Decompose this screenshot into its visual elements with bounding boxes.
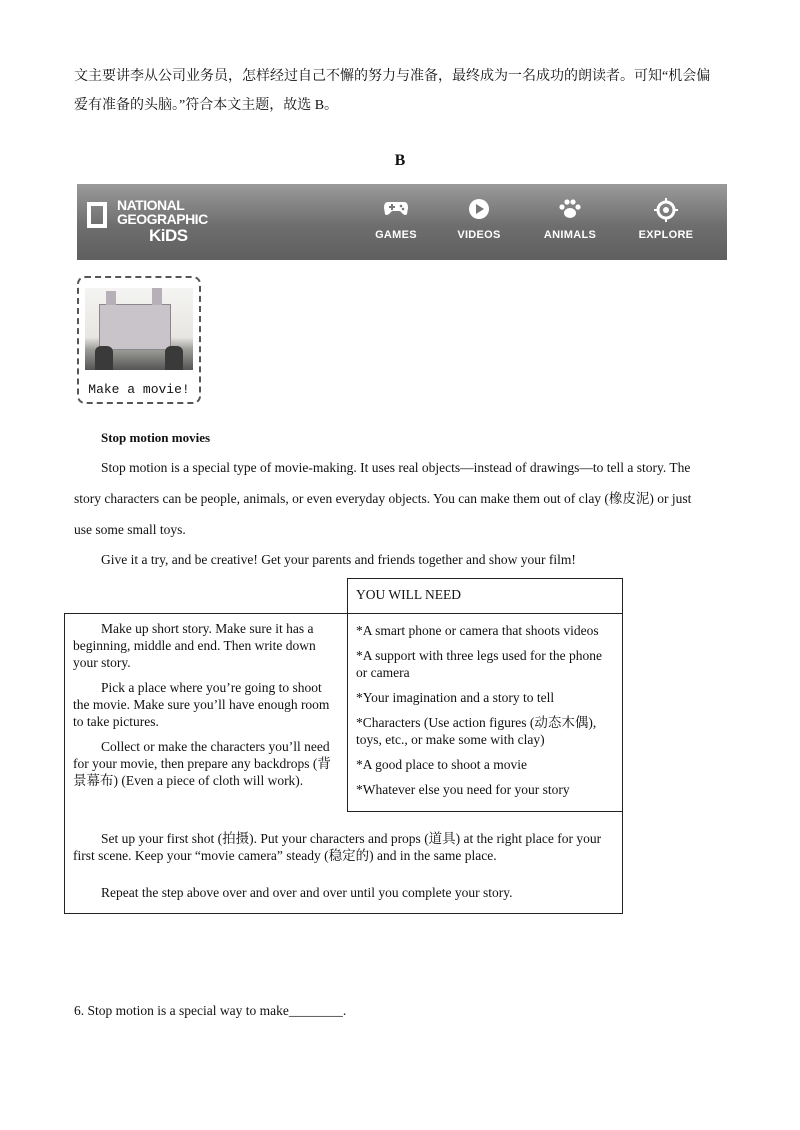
needs-header-box — [347, 578, 623, 614]
logo-line-2: GEOGRAPHIC — [117, 211, 208, 227]
paragraph-1-line-1: Stop motion is a special type of movie-making. It uses real objects—instead of drawings—to tell a story. The — [101, 460, 691, 475]
article-paragraph-1 — [74, 452, 734, 545]
needs-list — [348, 614, 622, 798]
intro-text — [74, 62, 734, 120]
steps-bottom — [73, 830, 613, 921]
site-logo[interactable] — [87, 198, 237, 246]
section-letter: B — [394, 152, 406, 169]
gamepad-icon — [356, 198, 436, 224]
logo-line-1: NATIONAL — [117, 197, 185, 213]
castle-backdrop — [99, 304, 171, 350]
nav-explore-label: EXPLORE — [638, 229, 694, 241]
paragraph-2-text: Give it a try, and be creative! Get your parents and friends together and show your film! — [101, 552, 576, 567]
paw-icon — [530, 198, 610, 224]
needs-item: *A good place to shoot a movie — [356, 757, 527, 772]
toy-figure-left — [95, 346, 113, 370]
article-paragraph-2 — [74, 544, 734, 575]
intro-line-1: 文主要讲李从公司业务员，怎样经过自己不懈的努力与准备，最终成为一名成功的朗读者。可知“机会偏 — [74, 69, 711, 84]
needs-item: *A smart phone or camera that shoots videos — [356, 623, 599, 638]
step-5: Repeat the step above over and over and over until you complete your story. — [101, 885, 513, 900]
needs-heading: YOU WILL NEED — [356, 587, 461, 602]
paragraph-1-line-2: story characters can be people, animals, or even everyday objects. You can make them out of clay (橡皮泥) or just — [74, 491, 692, 506]
needs-list-box — [347, 613, 623, 812]
compass-icon — [626, 198, 706, 224]
nav-videos-label: VIDEOS — [457, 229, 501, 241]
needs-item: *Whatever else you need for your story — [356, 782, 570, 797]
nav-animals-label: ANIMALS — [543, 229, 597, 241]
nav-animals[interactable] — [530, 198, 610, 241]
logo-text — [117, 198, 208, 243]
nav-games[interactable] — [356, 198, 436, 241]
logo-line-3: KiDS — [149, 226, 188, 245]
play-icon — [439, 198, 519, 224]
site-navbar — [77, 184, 727, 260]
step-4: Set up your first shot (拍摄). Put your characters and props (道具) at the right place for your first scene. Keep your “movie camera” steady (稳定的) and in the same place. — [73, 831, 602, 863]
paragraph-1-line-3: use some small toys. — [74, 522, 186, 537]
needs-item: *A support with three legs used for the phone or camera — [356, 648, 602, 680]
steps-column — [73, 620, 337, 797]
logo-frame-icon — [87, 202, 107, 228]
nav-games-label: GAMES — [375, 229, 417, 241]
needs-item: *Characters (Use action figures (动态木偶), toys, etc., or make some with clay) — [356, 715, 597, 747]
make-movie-thumbnail[interactable] — [77, 276, 201, 404]
thumbnail-caption: Make a movie! — [88, 382, 190, 397]
toy-figure-right — [165, 346, 183, 370]
step-2: Pick a place where you’re going to shoot the movie. Make sure you’ll have enough room to take pictures. — [73, 680, 330, 729]
article-title: Stop motion movies — [101, 430, 211, 445]
step-3: Collect or make the characters you’ll need for your movie, then prepare any backdrops (背景幕布) (Even a piece of cloth will work). — [73, 739, 331, 788]
needs-item: *Your imagination and a story to tell — [356, 690, 555, 705]
step-1: Make up short story. Make sure it has a beginning, middle and end. Then write down your story. — [73, 621, 316, 670]
nav-videos[interactable] — [439, 198, 519, 241]
intro-line-2: 爱有准备的头脑。”符合本文主题，故选 B。 — [74, 98, 339, 113]
question-6: 6. Stop motion is a special way to make________. — [74, 1003, 347, 1018]
movie-set-photo — [85, 288, 193, 370]
nav-explore[interactable] — [626, 198, 706, 241]
